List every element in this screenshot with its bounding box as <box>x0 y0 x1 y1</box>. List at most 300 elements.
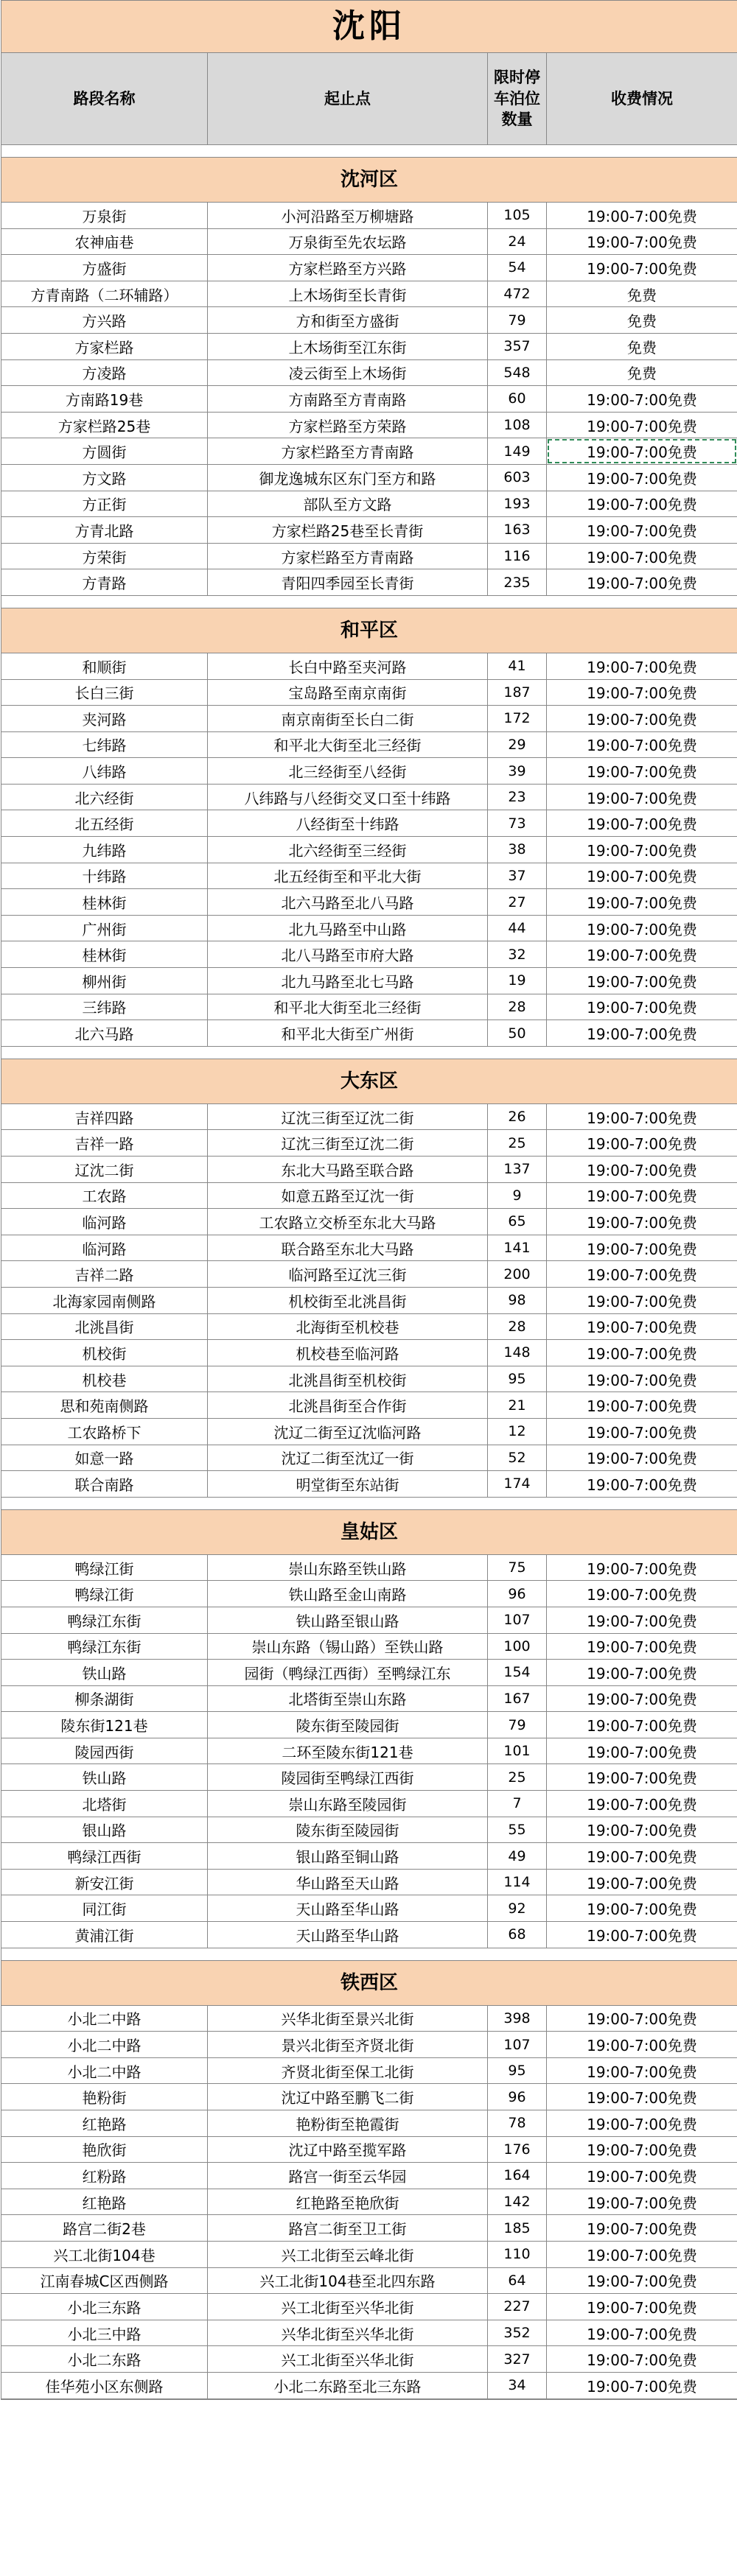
spot-count-cell: 548 <box>488 360 547 386</box>
table-row <box>1 1870 737 1896</box>
table-row <box>1 1764 737 1791</box>
road-name-cell: 夹河路 <box>1 706 208 731</box>
table-row <box>1 1392 737 1419</box>
road-name-cell: 三纬路 <box>1 994 208 1020</box>
fee-status-cell: 19:00-7:00免费 <box>587 868 697 886</box>
spot-count-cell: 79 <box>488 307 547 333</box>
spot-count-cell: 7 <box>488 1791 547 1817</box>
fee-status-cell: 19:00-7:00免费 <box>587 1025 697 1044</box>
table-row <box>1 1183 737 1210</box>
spot-count-cell: 39 <box>488 758 547 784</box>
road-name-cell: 长白三街 <box>1 680 208 706</box>
start-end-cell: 崇山东路至铁山路 <box>208 1555 488 1581</box>
fee-status-cell: 19:00-7:00免费 <box>587 2220 697 2239</box>
fee-status-cell: 19:00-7:00免费 <box>587 1397 697 1416</box>
spot-count-cell: 37 <box>488 863 547 889</box>
start-end-cell: 铁山路至金山南路 <box>208 1581 488 1607</box>
spot-count-cell: 172 <box>488 706 547 731</box>
fee-status-cell: 19:00-7:00免费 <box>587 2167 697 2186</box>
fee-status-cell: 19:00-7:00免费 <box>587 2063 697 2081</box>
spot-count-cell: 28 <box>488 1314 547 1340</box>
table-row <box>1 1738 737 1765</box>
table-row <box>1 544 737 570</box>
table-row <box>1 2373 737 2399</box>
start-end-cell: 小北二东路至北三东路 <box>208 2373 488 2398</box>
fee-status-cell: 19:00-7:00免费 <box>587 841 697 860</box>
fee-status-cell: 19:00-7:00免费 <box>587 789 697 807</box>
road-name-cell: 铁山路 <box>1 1660 208 1685</box>
road-name-cell: 小北二中路 <box>1 2006 208 2032</box>
start-end-cell: 北八马路至市府大路 <box>208 941 488 967</box>
road-name-cell: 八纬路 <box>1 758 208 784</box>
fee-status-cell: 19:00-7:00免费 <box>547 438 737 464</box>
spot-count-cell: 164 <box>488 2163 547 2189</box>
table-row <box>1 281 737 308</box>
spot-count-cell: 149 <box>488 438 547 464</box>
table-row <box>1 255 737 281</box>
start-end-cell: 东北大马路至联合路 <box>208 1157 488 1182</box>
table-row <box>1 1895 737 1922</box>
road-name-cell: 江南春城C区西侧路 <box>1 2268 208 2294</box>
road-name-cell: 临河路 <box>1 1209 208 1235</box>
table-row <box>1 1634 737 1660</box>
table-row <box>1 680 737 706</box>
table-row <box>1 229 737 256</box>
section-gap <box>1 596 737 608</box>
road-name-cell: 和顺街 <box>1 653 208 679</box>
start-end-cell: 兴工北街至兴华北街 <box>208 2346 488 2372</box>
fee-status-cell: 19:00-7:00免费 <box>587 390 697 409</box>
spot-count-cell: 187 <box>488 680 547 706</box>
table-row <box>1 1235 737 1262</box>
fee-status-cell: 19:00-7:00免费 <box>587 2089 697 2108</box>
road-name-cell: 鸭绿江西街 <box>1 1843 208 1869</box>
spot-count-cell: 52 <box>488 1445 547 1471</box>
start-end-cell: 崇山东路（锡山路）至铁山路 <box>208 1634 488 1660</box>
table-row <box>1 2163 737 2189</box>
fee-status-cell: 19:00-7:00免费 <box>587 1319 697 1337</box>
table-row <box>1 889 737 916</box>
spot-count-cell: 92 <box>488 1895 547 1921</box>
start-end-cell: 北六马路至北八马路 <box>208 889 488 915</box>
spot-count-cell: 55 <box>488 1817 547 1843</box>
road-name-cell: 方青北路 <box>1 517 208 543</box>
road-name-cell: 方圆街 <box>1 438 208 464</box>
table-row <box>1 2215 737 2242</box>
start-end-cell: 辽沈三街至辽沈二街 <box>208 1104 488 1130</box>
table-row <box>1 2320 737 2347</box>
fee-status-cell: 19:00-7:00免费 <box>587 2273 697 2291</box>
table-row <box>1 413 737 439</box>
spot-count-cell: 148 <box>488 1340 547 1366</box>
start-end-cell: 方家栏路25巷至长青街 <box>208 517 488 543</box>
fee-status-cell: 19:00-7:00免费 <box>587 2351 697 2370</box>
spot-count-cell: 49 <box>488 1843 547 1869</box>
start-end-cell: 八纬路与八经街交叉口至十纬路 <box>208 785 488 810</box>
start-end-cell: 上木场街至江东街 <box>208 334 488 359</box>
table-row <box>1 758 737 785</box>
table-row <box>1 203 737 229</box>
table-row <box>1 2032 737 2058</box>
fee-status-cell: 19:00-7:00免费 <box>587 763 697 782</box>
road-name-cell: 方青南路（二环辅路） <box>1 281 208 307</box>
spot-count-cell: 34 <box>488 2373 547 2398</box>
spot-count-cell: 100 <box>488 1634 547 1660</box>
fee-status-cell: 免费 <box>627 286 657 304</box>
fee-status-cell: 19:00-7:00免费 <box>587 1638 697 1657</box>
start-end-cell: 方家栏路至方青南路 <box>208 438 488 464</box>
start-end-cell: 北五经街至和平北大街 <box>208 863 488 889</box>
table-row <box>1 863 737 890</box>
fee-status-cell: 19:00-7:00免费 <box>587 2325 697 2343</box>
fee-status-cell: 19:00-7:00免费 <box>587 658 697 676</box>
spot-count-cell: 19 <box>488 968 547 994</box>
spot-count-cell: 75 <box>488 1555 547 1581</box>
road-name-cell: 柳条湖街 <box>1 1686 208 1712</box>
road-name-cell: 如意一路 <box>1 1445 208 1471</box>
spot-count-cell: 65 <box>488 1209 547 1235</box>
spot-count-cell: 174 <box>488 1471 547 1497</box>
start-end-cell: 陵东街至陵园街 <box>208 1817 488 1843</box>
road-name-cell: 方家栏路25巷 <box>1 413 208 438</box>
road-name-cell: 方盛街 <box>1 255 208 281</box>
table-row <box>1 1660 737 1686</box>
start-end-cell: 天山路至华山路 <box>208 1922 488 1948</box>
road-name-cell: 广州街 <box>1 916 208 941</box>
fee-status-cell: 19:00-7:00免费 <box>587 1475 697 1494</box>
start-end-cell: 北洮昌街至机校街 <box>208 1366 488 1392</box>
table-row <box>1 2006 737 2032</box>
fee-status-cell: 19:00-7:00免费 <box>587 947 697 965</box>
start-end-cell: 园街（鸭绿江西街）至鸭绿江东 <box>208 1660 488 1685</box>
table-row <box>1 360 737 387</box>
table-row <box>1 569 737 596</box>
spot-count-cell: 28 <box>488 994 547 1020</box>
road-name-cell: 红艳路 <box>1 2189 208 2215</box>
fee-status-cell: 19:00-7:00免费 <box>587 920 697 938</box>
fee-status-cell: 19:00-7:00免费 <box>587 1822 697 1840</box>
start-end-cell: 方家栏路至方荣路 <box>208 413 488 438</box>
start-end-cell: 沈辽二街至辽沈临河路 <box>208 1419 488 1445</box>
start-end-cell: 方家栏路至方兴路 <box>208 255 488 281</box>
road-name-cell: 桂林街 <box>1 941 208 967</box>
road-name-cell: 吉祥四路 <box>1 1104 208 1130</box>
spot-count-cell: 105 <box>488 203 547 228</box>
table-row <box>1 1843 737 1870</box>
spot-count-cell: 32 <box>488 941 547 967</box>
spot-count-cell: 472 <box>488 281 547 307</box>
fee-status-cell: 免费 <box>627 312 657 331</box>
road-name-cell: 机校街 <box>1 1340 208 1366</box>
start-end-cell: 机校巷至临河路 <box>208 1340 488 1366</box>
spot-count-cell: 603 <box>488 465 547 491</box>
start-end-cell: 和平北大街至北三经街 <box>208 732 488 758</box>
start-end-cell: 兴华北街至景兴北街 <box>208 2006 488 2032</box>
table-row <box>1 2268 737 2295</box>
fee-status-cell: 19:00-7:00免费 <box>587 2010 697 2029</box>
page-title: 沈阳 <box>1 1 737 53</box>
road-name-cell: 方凌路 <box>1 360 208 386</box>
fee-status-cell: 19:00-7:00免费 <box>587 417 697 435</box>
spot-count-cell: 163 <box>488 517 547 543</box>
road-name-cell: 十纬路 <box>1 863 208 889</box>
spot-count-cell: 68 <box>488 1922 547 1948</box>
district-heading: 和平区 <box>1 608 737 653</box>
table-row <box>1 1130 737 1157</box>
start-end-cell: 路宫一街至云华园 <box>208 2163 488 2189</box>
fee-status-cell: 免费 <box>627 338 657 357</box>
start-end-cell: 凌云街至上木场街 <box>208 360 488 386</box>
fee-status-cell: 19:00-7:00免费 <box>587 894 697 913</box>
table-row <box>1 2346 737 2373</box>
fee-status-cell: 19:00-7:00免费 <box>587 522 697 540</box>
start-end-cell: 小河沿路至万柳塘路 <box>208 203 488 228</box>
road-name-cell: 方文路 <box>1 465 208 491</box>
table-row <box>1 1314 737 1341</box>
fee-status-cell: 19:00-7:00免费 <box>587 1344 697 1363</box>
road-name-cell: 桂林街 <box>1 889 208 915</box>
start-end-cell: 青阳四季园至长青街 <box>208 569 488 595</box>
table-row <box>1 334 737 360</box>
road-name-cell: 小北二中路 <box>1 2032 208 2057</box>
table-row <box>1 2110 737 2137</box>
start-end-cell: 齐贤北街至保工北街 <box>208 2058 488 2084</box>
road-name-cell: 小北二东路 <box>1 2346 208 2372</box>
road-name-cell: 新安江街 <box>1 1870 208 1895</box>
table-row <box>1 653 737 680</box>
table-row <box>1 1445 737 1472</box>
road-name-cell: 工农路 <box>1 1183 208 1209</box>
start-end-cell: 上木场街至长青街 <box>208 281 488 307</box>
start-end-cell: 辽沈三街至辽沈二街 <box>208 1130 488 1156</box>
spot-count-cell: 26 <box>488 1104 547 1130</box>
header-fee-status: 收费情况 <box>611 89 673 108</box>
table-row <box>1 1288 737 1314</box>
table-row <box>1 837 737 863</box>
table-row <box>1 941 737 968</box>
table-row <box>1 2294 737 2320</box>
table-row <box>1 1607 737 1634</box>
fee-status-cell: 19:00-7:00免费 <box>587 737 697 755</box>
spot-count-cell: 64 <box>488 2268 547 2294</box>
spot-count-cell: 200 <box>488 1261 547 1287</box>
start-end-cell: 兴工北街至云峰北街 <box>208 2242 488 2267</box>
road-name-cell: 路宫二街2巷 <box>1 2215 208 2241</box>
start-end-cell: 宝岛路至南京南街 <box>208 680 488 706</box>
table-row <box>1 517 737 544</box>
road-name-cell: 鸭绿江街 <box>1 1555 208 1581</box>
table-row <box>1 1686 737 1713</box>
road-name-cell: 联合南路 <box>1 1471 208 1497</box>
table-row <box>1 1209 737 1235</box>
start-end-cell: 南京南街至长白二街 <box>208 706 488 731</box>
fee-status-cell: 19:00-7:00免费 <box>587 710 697 729</box>
fee-status-cell: 19:00-7:00免费 <box>587 1292 697 1310</box>
start-end-cell: 陵园街至鸭绿江西街 <box>208 1764 488 1790</box>
table-row <box>1 732 737 759</box>
spot-count-cell: 38 <box>488 837 547 863</box>
start-end-cell: 部队至方文路 <box>208 491 488 517</box>
fee-status-cell: 19:00-7:00免费 <box>587 815 697 834</box>
fee-status-cell: 19:00-7:00免费 <box>587 1901 697 1919</box>
section-gap <box>1 1047 737 1059</box>
road-name-cell: 吉祥二路 <box>1 1261 208 1287</box>
start-end-cell: 北九马路至北七马路 <box>208 968 488 994</box>
fee-status-cell: 19:00-7:00免费 <box>587 575 697 593</box>
spot-count-cell: 21 <box>488 1392 547 1418</box>
start-end-cell: 北六经街至三经街 <box>208 837 488 863</box>
fee-status-cell: 19:00-7:00免费 <box>587 234 697 252</box>
spot-count-cell: 154 <box>488 1660 547 1685</box>
road-name-cell: 辽沈二街 <box>1 1157 208 1182</box>
start-end-cell: 临河路至辽沈三街 <box>208 1261 488 1287</box>
fee-status-cell: 19:00-7:00免费 <box>587 1743 697 1761</box>
start-end-cell: 兴工北街至兴华北街 <box>208 2294 488 2320</box>
road-name-cell: 万泉街 <box>1 203 208 228</box>
table-row <box>1 1366 737 1393</box>
table-row <box>1 1471 737 1498</box>
spot-count-cell: 9 <box>488 1183 547 1209</box>
table-row <box>1 1555 737 1582</box>
road-name-cell: 北洮昌街 <box>1 1314 208 1340</box>
table-row <box>1 2189 737 2216</box>
table-row <box>1 994 737 1021</box>
road-name-cell: 机校巷 <box>1 1366 208 1392</box>
table-row <box>1 706 737 732</box>
table-row <box>1 465 737 491</box>
road-name-cell: 七纬路 <box>1 732 208 758</box>
header-spot-count: 限时停车泊位数量 <box>488 53 547 144</box>
table-row <box>1 1020 737 1047</box>
road-name-cell: 兴工北街104巷 <box>1 2242 208 2267</box>
road-name-cell: 艳粉街 <box>1 2084 208 2110</box>
table-row <box>1 916 737 942</box>
table-header <box>1 53 737 145</box>
section-gap <box>1 1948 737 1961</box>
spot-count-cell: 398 <box>488 2006 547 2032</box>
spot-count-cell: 96 <box>488 1581 547 1607</box>
road-name-cell: 北海家园南侧路 <box>1 1288 208 1313</box>
road-name-cell: 北六经街 <box>1 785 208 810</box>
road-name-cell: 同江街 <box>1 1895 208 1921</box>
fee-status-cell: 19:00-7:00免费 <box>587 1450 697 1468</box>
road-name-cell: 方荣街 <box>1 544 208 569</box>
spot-count-cell: 141 <box>488 1235 547 1261</box>
start-end-cell: 沈辽二街至沈辽一街 <box>208 1445 488 1471</box>
spot-count-cell: 25 <box>488 1764 547 1790</box>
fee-status-cell: 19:00-7:00免费 <box>587 496 697 514</box>
spot-count-cell: 110 <box>488 2242 547 2267</box>
fee-status-cell: 19:00-7:00免费 <box>587 1769 697 1788</box>
spot-count-cell: 176 <box>488 2137 547 2163</box>
spot-count-cell: 23 <box>488 785 547 810</box>
spot-count-cell: 79 <box>488 1712 547 1738</box>
start-end-cell: 工农路立交桥至东北大马路 <box>208 1209 488 1235</box>
fee-status-cell: 19:00-7:00免费 <box>587 1795 697 1814</box>
spot-count-cell: 107 <box>488 1607 547 1633</box>
spot-count-cell: 108 <box>488 413 547 438</box>
start-end-cell: 景兴北街至齐贤北街 <box>208 2032 488 2057</box>
spot-count-cell: 60 <box>488 386 547 412</box>
road-name-cell: 黄浦江街 <box>1 1922 208 1948</box>
fee-status-cell: 19:00-7:00免费 <box>587 1848 697 1867</box>
table-body <box>1 145 737 2399</box>
spot-count-cell: 185 <box>488 2215 547 2241</box>
road-name-cell: 方南路19巷 <box>1 386 208 412</box>
spot-count-cell: 116 <box>488 544 547 569</box>
district-heading: 皇姑区 <box>1 1510 737 1555</box>
fee-status-cell: 19:00-7:00免费 <box>587 1213 697 1232</box>
fee-status-cell: 免费 <box>627 365 657 383</box>
district-heading: 沈河区 <box>1 158 737 203</box>
fee-status-cell: 19:00-7:00免费 <box>587 1874 697 1892</box>
start-end-cell: 二环至陵东街121巷 <box>208 1738 488 1764</box>
spot-count-cell: 101 <box>488 1738 547 1764</box>
spot-count-cell: 357 <box>488 334 547 359</box>
table-row <box>1 968 737 994</box>
spot-count-cell: 12 <box>488 1419 547 1445</box>
table-row <box>1 386 737 413</box>
road-name-cell: 陵东街121巷 <box>1 1712 208 1738</box>
spot-count-cell: 78 <box>488 2110 547 2136</box>
road-name-cell: 鸭绿江街 <box>1 1581 208 1607</box>
start-end-cell: 明堂街至东站街 <box>208 1471 488 1497</box>
start-end-cell: 北塔街至崇山东路 <box>208 1686 488 1712</box>
road-name-cell: 北塔街 <box>1 1791 208 1817</box>
spot-count-cell: 352 <box>488 2320 547 2346</box>
fee-status-cell: 19:00-7:00免费 <box>587 684 697 703</box>
road-name-cell: 九纬路 <box>1 837 208 863</box>
header-start-end: 起止点 <box>208 53 488 144</box>
start-end-cell: 机校街至北洮昌街 <box>208 1288 488 1313</box>
start-end-cell: 北洮昌街至合作街 <box>208 1392 488 1418</box>
spot-count-cell: 114 <box>488 1870 547 1895</box>
spot-count-cell: 98 <box>488 1288 547 1313</box>
road-name-cell: 小北三东路 <box>1 2294 208 2320</box>
road-name-cell: 陵园西街 <box>1 1738 208 1764</box>
fee-status-cell: 19:00-7:00免费 <box>587 1691 697 1709</box>
road-name-cell: 思和苑南侧路 <box>1 1392 208 1418</box>
start-end-cell: 银山路至铜山路 <box>208 1843 488 1869</box>
table-row <box>1 1817 737 1844</box>
spot-count-cell: 41 <box>488 653 547 679</box>
table-row <box>1 2137 737 2163</box>
fee-status-cell: 19:00-7:00免费 <box>587 469 697 488</box>
table-row <box>1 491 737 518</box>
road-name-cell: 小北三中路 <box>1 2320 208 2346</box>
spot-count-cell: 235 <box>488 569 547 595</box>
fee-status-cell: 19:00-7:00免费 <box>587 2037 697 2055</box>
spot-count-cell: 44 <box>488 916 547 941</box>
fee-status-cell: 19:00-7:00免费 <box>587 1586 697 1604</box>
start-end-cell: 御龙逸城东区东门至方和路 <box>208 465 488 491</box>
table-row <box>1 1791 737 1817</box>
table-row <box>1 1922 737 1948</box>
start-end-cell: 联合路至东北大马路 <box>208 1235 488 1261</box>
road-name-cell: 吉祥一路 <box>1 1130 208 1156</box>
fee-status-cell: 19:00-7:00免费 <box>587 1559 697 1578</box>
fee-status-cell: 19:00-7:00免费 <box>587 1187 697 1206</box>
road-name-cell: 艳欣街 <box>1 2137 208 2163</box>
fee-status-cell: 19:00-7:00免费 <box>587 2246 697 2264</box>
road-name-cell: 铁山路 <box>1 1764 208 1790</box>
spot-count-cell: 327 <box>488 2346 547 2372</box>
fee-status-cell: 19:00-7:00免费 <box>587 1240 697 1258</box>
fee-status-cell: 19:00-7:00免费 <box>587 548 697 566</box>
spot-count-cell: 137 <box>488 1157 547 1182</box>
fee-status-cell: 19:00-7:00免费 <box>587 2141 697 2160</box>
start-end-cell: 长白中路至夹河路 <box>208 653 488 679</box>
